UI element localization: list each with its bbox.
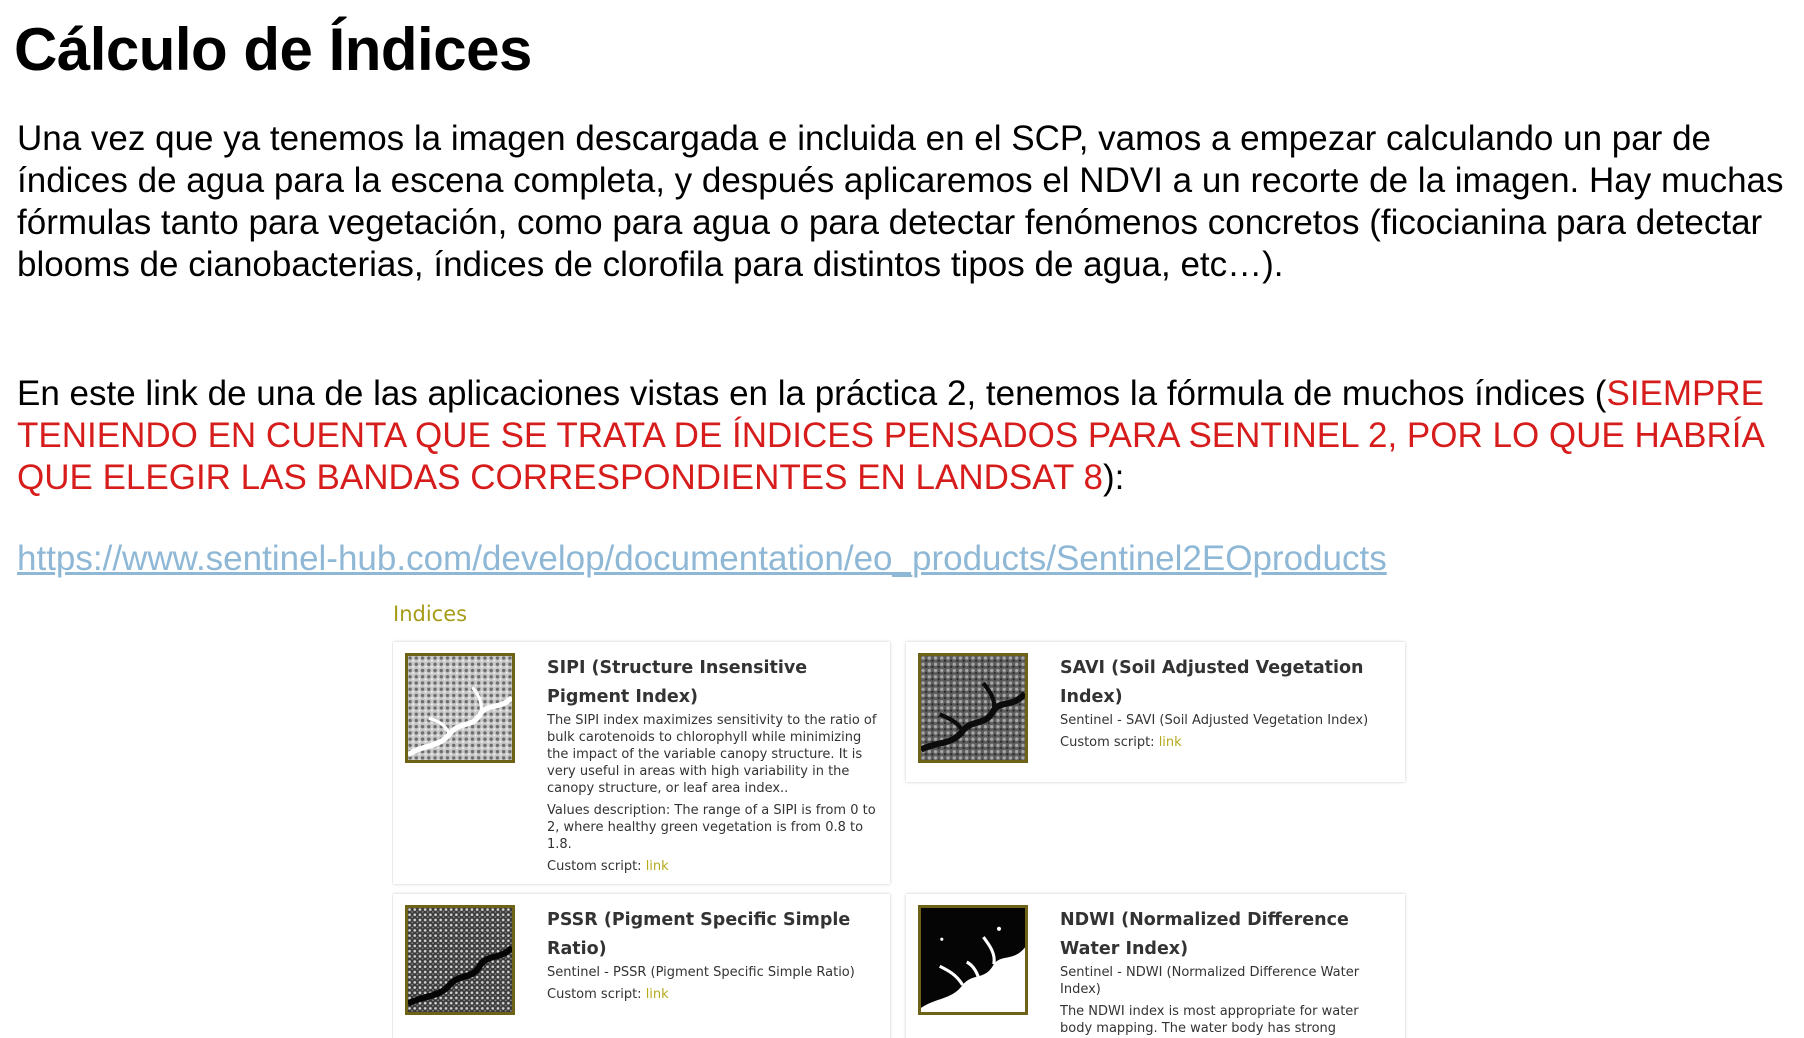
- savi-script-link[interactable]: link: [1158, 735, 1182, 750]
- sipi-custom-script-label: Custom script:: [547, 859, 642, 874]
- sipi-body: [547, 654, 878, 875]
- index-card-pssr: [393, 894, 890, 1038]
- ndwi-title: NDWI (Normalized Difference Water Index): [1060, 910, 1349, 959]
- intro-paragraph: Una vez que ya tenemos la imagen descargada e incluida en el SCP, vamos a empezar calculando un par de índices de agua para la escena completa, y después aplicaremos el NDVI a un recorte de la imagen. Hay muchas fórmulas tanto para vegetación, como para agua o para detectar fenómenos concretos (ficocianina para detectar blooms de cianobacterias, índices de clorofila para distintos tipos de agua, etc…).: [17, 119, 1784, 284]
- pssr-custom-script-label: Custom script:: [547, 987, 642, 1002]
- sentinel-hub-link[interactable]: https://www.sentinel-hub.com/develop/documentation/eo_products/Sentinel2EOproducts: [17, 539, 1387, 578]
- sipi-description: The SIPI index maximizes sensitivity to the ratio of bulk carotenoids to chlorophyll while minimizing the impact of the variable canopy structure. It is very useful in areas with high variability in the canopy structure, or leaf area index..: [547, 713, 877, 796]
- savi-subtitle: Sentinel - SAVI (Soil Adjusted Vegetation Index): [1060, 713, 1369, 728]
- savi-title: SAVI (Soil Adjusted Vegetation Index): [1060, 658, 1364, 707]
- sipi-script-link[interactable]: link: [645, 859, 669, 874]
- sipi-custom-script: [547, 858, 878, 875]
- ndwi-thumbnail: [918, 905, 1028, 1015]
- savi-custom-script-label: Custom script:: [1060, 735, 1155, 750]
- savi-body: [1060, 654, 1393, 751]
- pssr-subtitle: Sentinel - PSSR (Pigment Specific Simple Ratio): [547, 965, 855, 980]
- pssr-script-link[interactable]: link: [645, 987, 669, 1002]
- link-paragraph-tail: ):: [1102, 458, 1125, 497]
- index-card-sipi: [393, 642, 890, 884]
- pssr-body: [547, 906, 878, 1003]
- pssr-title: PSSR (Pigment Specific Simple Ratio): [547, 910, 851, 959]
- savi-thumbnail: [918, 653, 1028, 763]
- link-paragraph-lead: En este link de una de las aplicaciones vistas en la práctica 2, tenemos la fórmula de muchos índices (: [17, 374, 1607, 413]
- sentinel-warning-text: SIEMPRE TENIENDO EN CUENTA QUE SE TRATA DE ÍNDICES PENSADOS PARA SENTINEL 2, POR LO QUE HABRÍA QUE ELEGIR LAS BANDAS CORRESPONDIENTES EN LANDSAT 8: [17, 374, 1765, 497]
- pssr-thumbnail: [405, 905, 515, 1015]
- sipi-values: Values description: The range of a SIPI is from 0 to 2, where healthy green vegetation is from 0.8 to 1.8.: [547, 803, 876, 852]
- index-card-ndwi: [906, 894, 1405, 1038]
- sipi-thumbnail: [405, 653, 515, 763]
- ndwi-subtitle: Sentinel - NDWI (Normalized Difference Water Index): [1060, 965, 1360, 997]
- indices-heading: Indices: [393, 602, 468, 626]
- page-title: Cálculo de Índices: [14, 16, 532, 83]
- ndwi-body: [1060, 906, 1393, 1037]
- sipi-title: SIPI (Structure Insensitive Pigment Index): [547, 658, 808, 707]
- link-paragraph: [17, 373, 1797, 499]
- savi-custom-script: [1060, 734, 1393, 751]
- index-card-savi: [906, 642, 1405, 782]
- pssr-custom-script: [547, 986, 878, 1003]
- ndwi-description: The NDWI index is most appropriate for water body mapping. The water body has strong: [1060, 1004, 1359, 1036]
- indices-screenshot: [392, 598, 1412, 1038]
